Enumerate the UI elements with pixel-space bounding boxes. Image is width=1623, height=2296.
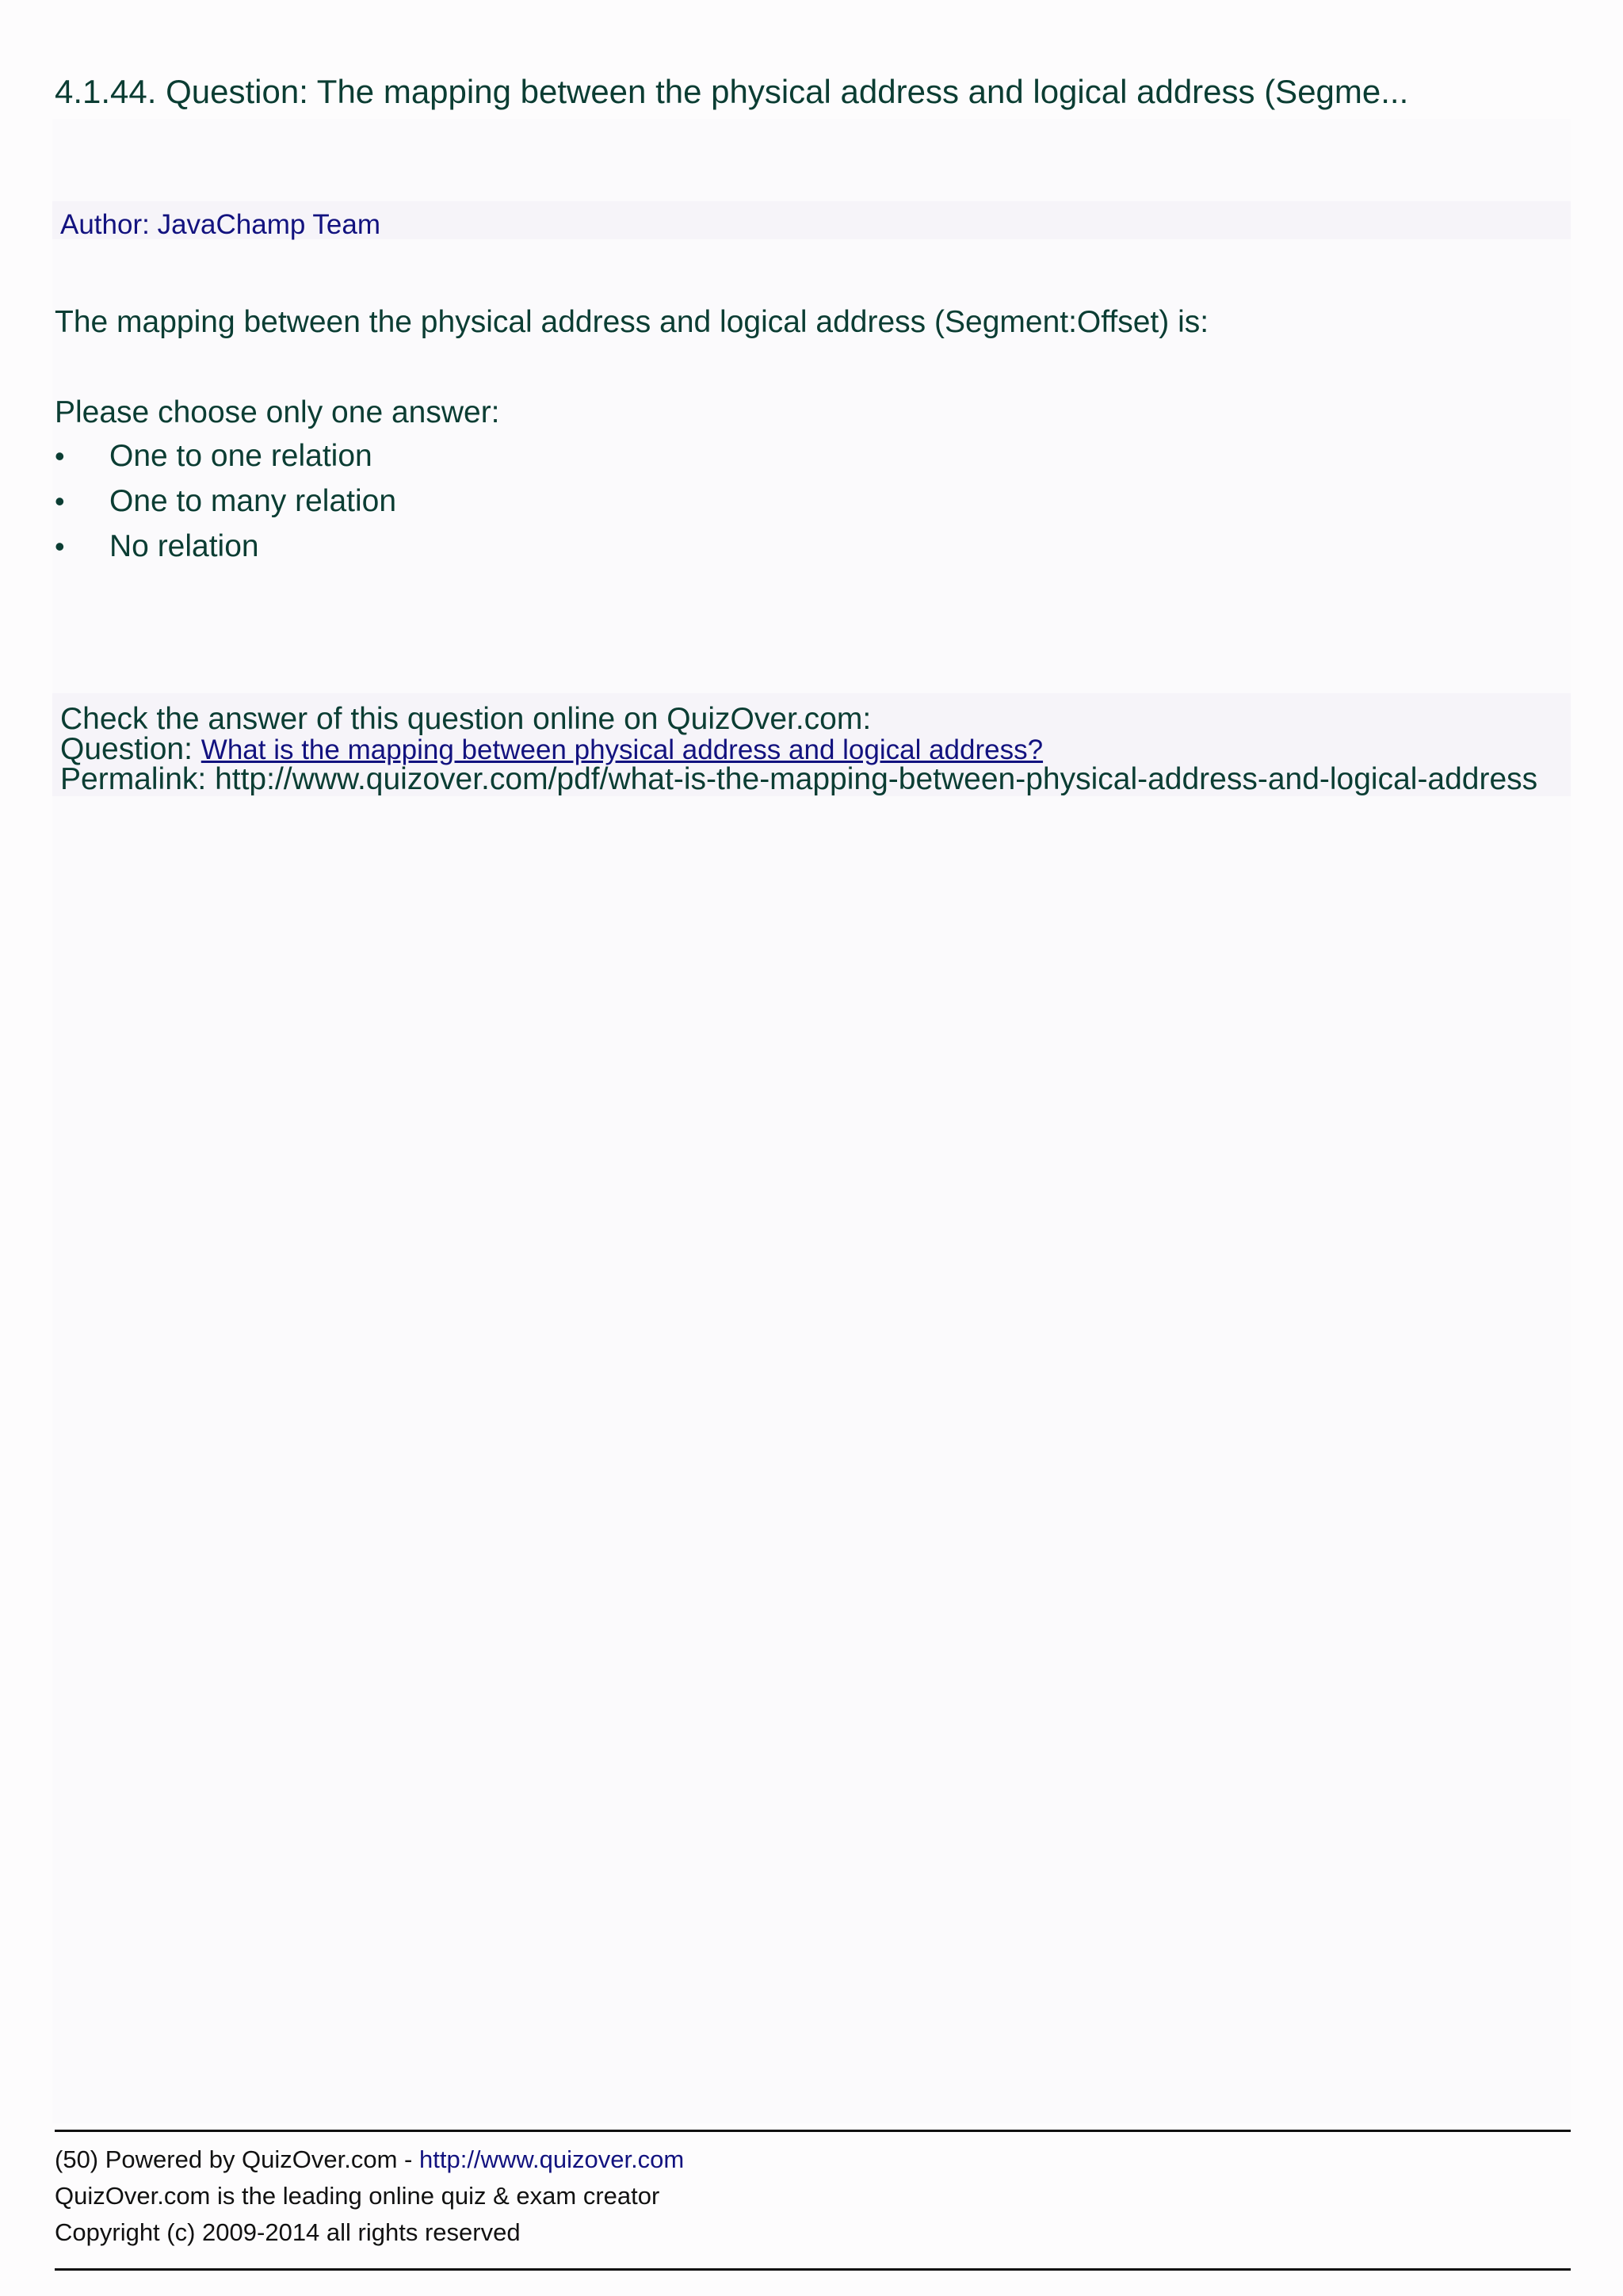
author-label: Author: JavaChamp Team (60, 209, 381, 240)
footer-divider-top (55, 2130, 1571, 2132)
permalink-line (60, 762, 1537, 797)
bullet-icon: • (55, 530, 65, 563)
bullet-icon: • (55, 485, 65, 517)
question-prefix: Question: (60, 732, 201, 766)
footer-site-link[interactable]: http://www.quizover.com (419, 2145, 685, 2173)
footer-page-prefix: (50) Powered by QuizOver.com - (55, 2145, 419, 2173)
permalink-prefix: Permalink: (60, 762, 216, 796)
footer-powered-by (55, 2144, 684, 2176)
permalink-url[interactable]: http://www.quizover.com/pdf/what-is-the-mapping-between-physical-address-and-logical-address (215, 762, 1538, 796)
answer-prompt: Please choose only one answer: (55, 395, 500, 429)
question-link[interactable]: What is the mapping between physical address and logical address? (200, 734, 1044, 765)
check-answer-heading: Check the answer of this question online on QuizOver.com: (60, 702, 872, 736)
answer-label: One to one relation (109, 439, 372, 473)
answer-label: No relation (109, 529, 259, 563)
bullet-icon: • (55, 440, 65, 472)
answer-label: One to many relation (109, 484, 397, 518)
footer-tagline: QuizOver.com is the leading online quiz & exam creator (55, 2182, 660, 2210)
page-title: 4.1.44. Question: The mapping between the physical address and logical address (Segme... (55, 73, 1409, 110)
footer-divider-bottom (55, 2268, 1571, 2271)
footer-copyright: Copyright (c) 2009-2014 all rights reserved (55, 2218, 521, 2246)
question-text: The mapping between the physical address and logical address (Segment:Offset) is: (55, 305, 1209, 339)
